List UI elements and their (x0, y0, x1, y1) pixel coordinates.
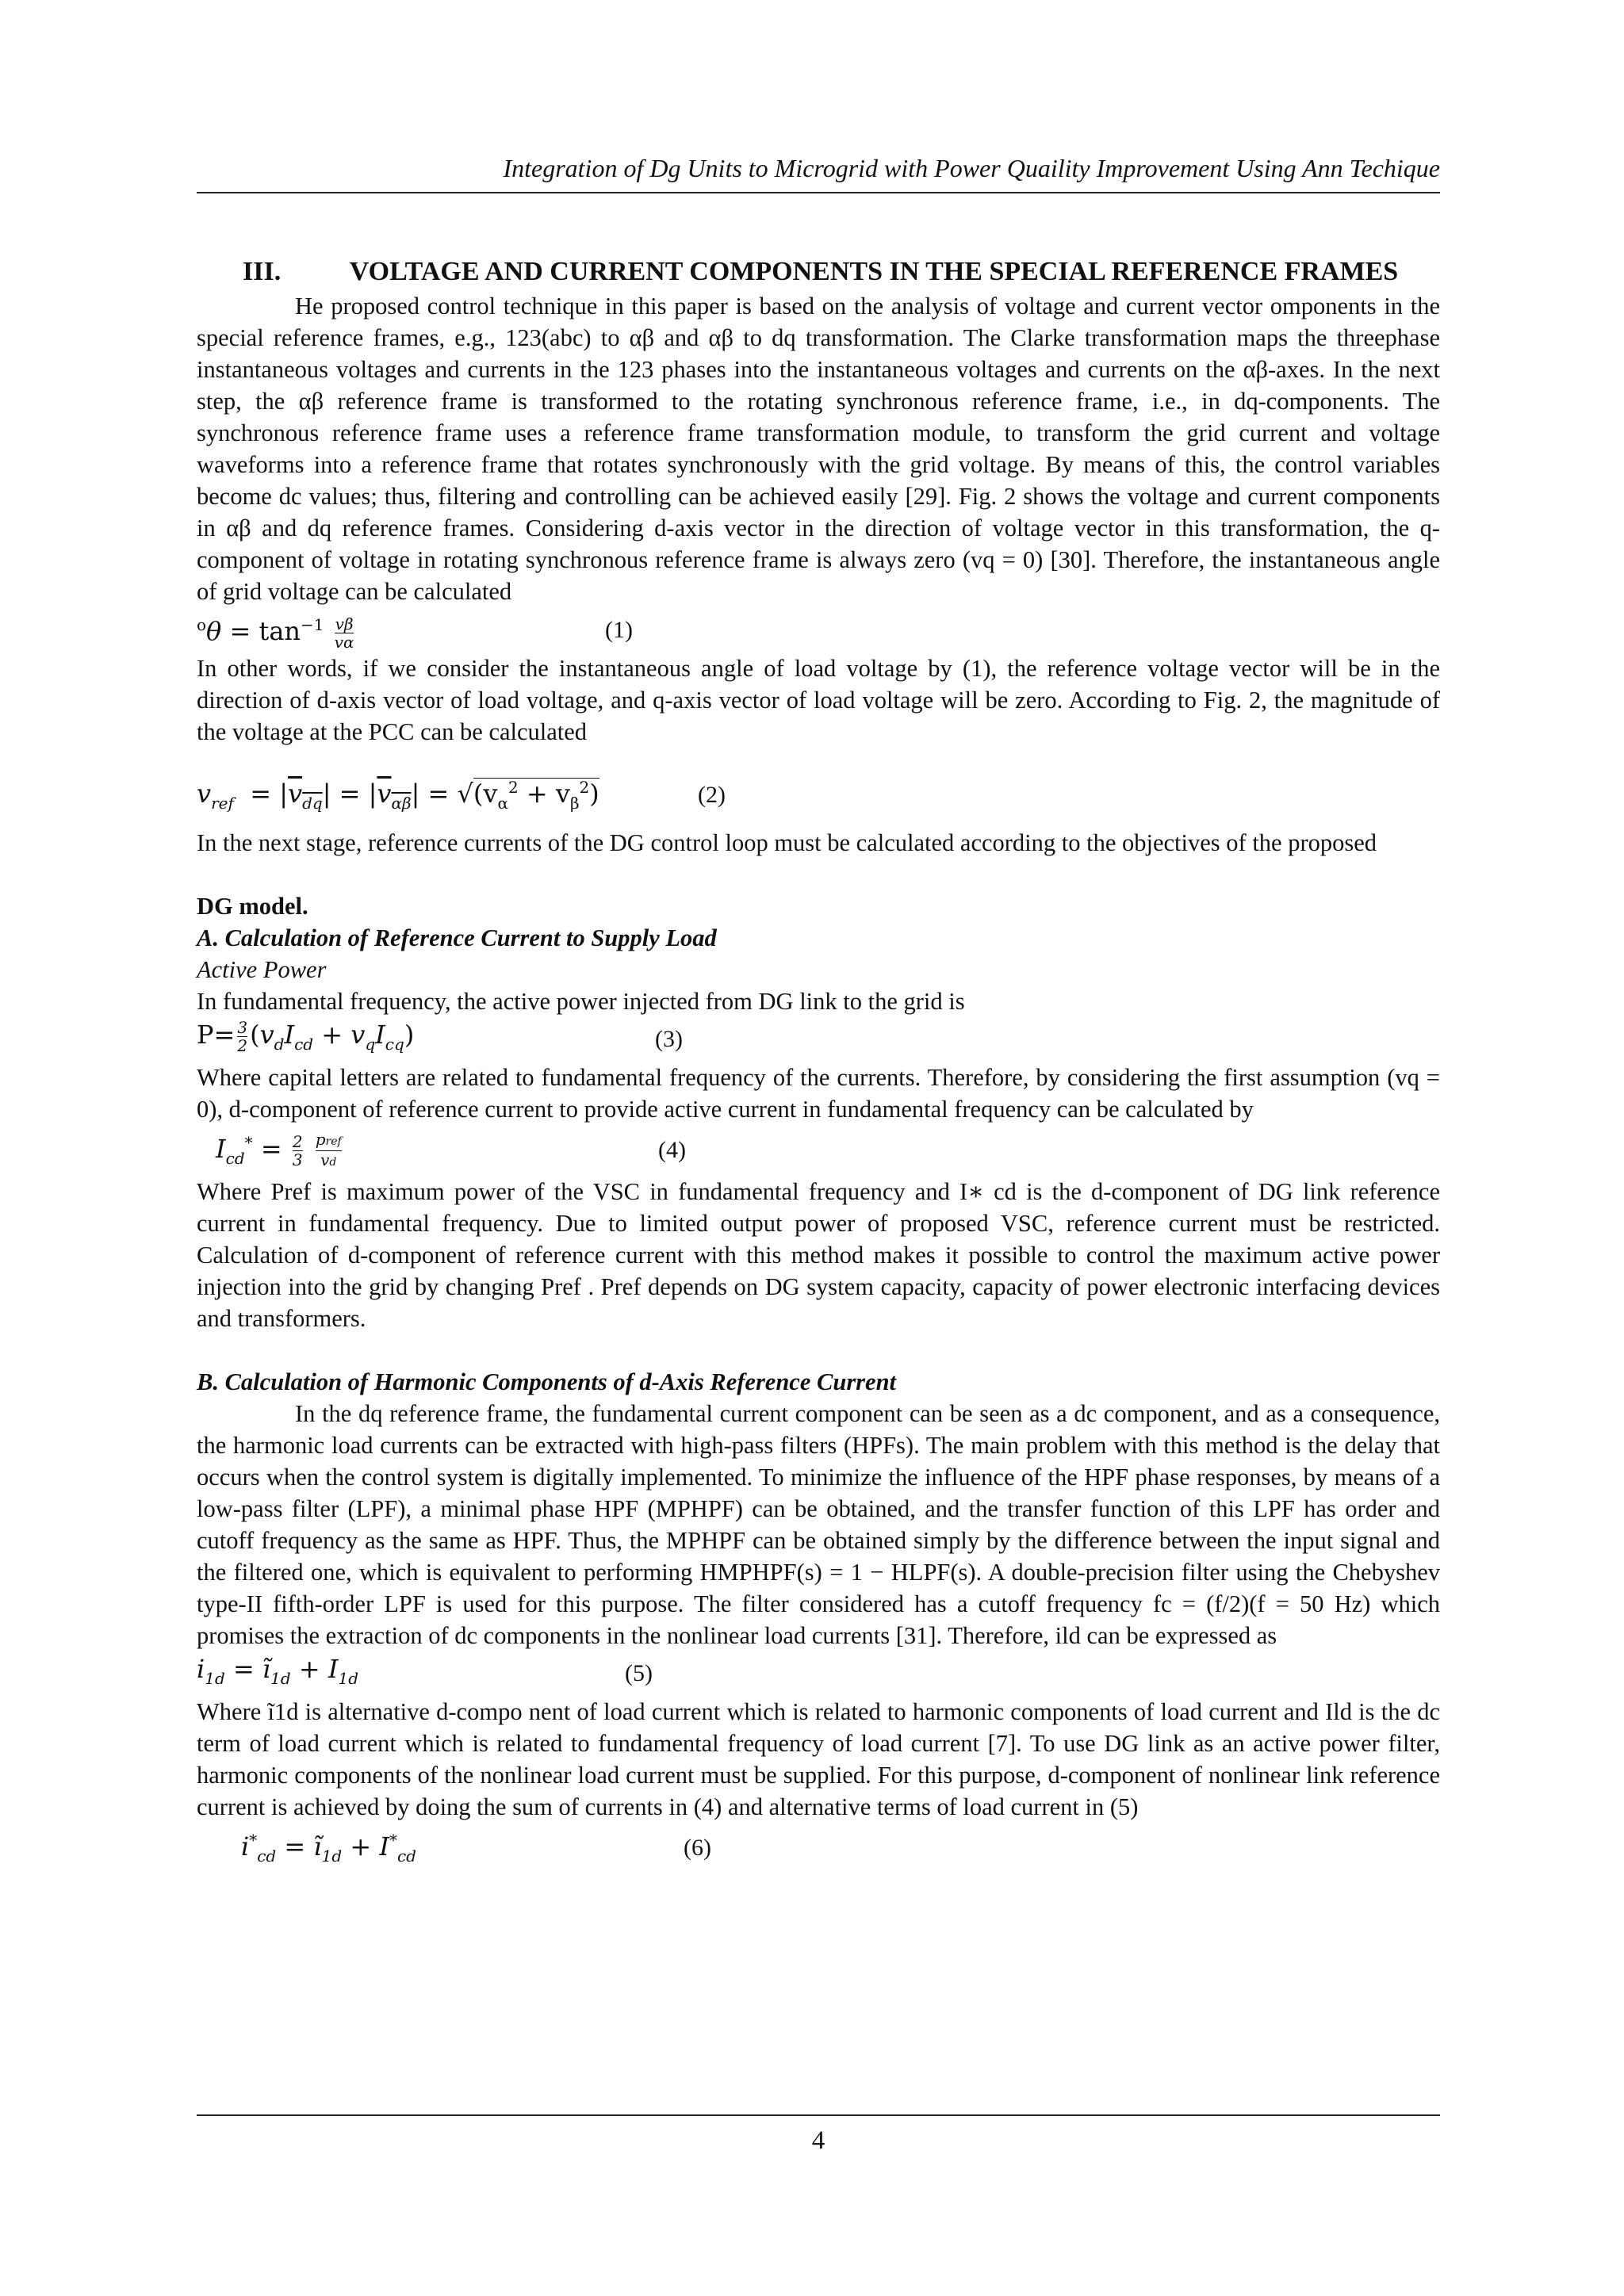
spacer (197, 1334, 1440, 1366)
page-body (197, 255, 1440, 1873)
equation-2-expression: $v_{ref} = |\overline{v}_{\overline{dq}}| = |\overline{v}_{\overline{\alpha\beta}}| = √(v_\alpha^2 + v_\beta^2)$ (197, 778, 599, 813)
equation-4 (197, 1127, 1440, 1174)
paper-page (197, 0, 1440, 2296)
running-header: Integration of Dg Units to Microgrid with Power Quaility Improvement Using Ann Techique (503, 154, 1440, 182)
paragraph-next-stage: In the next stage, reference currents of the DG control loop must be calculated according to the objectives of the proposed (197, 829, 1377, 856)
equation-5-label: (5) (625, 1660, 653, 1686)
page-number: 4 (811, 2126, 825, 2155)
paragraph-capital-letters: Where capital letters are related to fundamental frequency of the currents. Therefore, by considering the first assumption (vq = 0), d-component of reference current to provide active current in fundamental frequency can be calculated by (197, 1064, 1440, 1123)
paragraph-intro: He proposed control technique in this paper is based on the analysis of voltage and current vector omponents in the special reference frames, e.g., 123(abc) to αβ and αβ to dq transformation. The Clarke transformation maps the threephase instantaneous voltages and currents in the 123 phases into the instantaneous voltages and currents on the αβ-axes. In the next step, the αβ reference frame is transformed to the rotating synchronous reference frame, i.e., in dq-components. The synchronous reference frame uses a reference frame transformation module, to transform the grid current and voltage waveforms into a reference frame that rotates synchronously with the grid voltage. By means of this, the control variables become dc values; thus, filtering and controlling can be achieved easily [29]. Fig. 2 shows the voltage and current components in αβ and dq reference frames. Considering d-axis vector in the direction of voltage vector in this transformation, the q-component of voltage in rotating synchronous reference frame is always zero (vq = 0) [30]. Therefore, the instantaneous angle of grid voltage can be calculated (197, 293, 1440, 605)
equation-2-label: (2) (698, 782, 726, 808)
equation-4-label: (4) (658, 1137, 686, 1163)
paragraph-load-angle: In other words, if we consider the instantaneous angle of load voltage by (1), the reference voltage vector will be in the direction of d-axis vector of load voltage, and q-axis vector of load voltage will be zero. According to Fig. 2, the magnitude of the voltage at the PCC can be calculated (197, 655, 1440, 745)
paragraph-alternative-component: Where ĩ1d is alternative d-compo nent of load current which is related to harmonic components of load current and Ild is the dc term of load current which is related to fundamental frequency of load current [7]. To use DG link as an active power filter, harmonic components of the nonlinear load current must be supplied. For this purpose, d-component of nonlinear link reference current is achieved by doing the sum of currents in (4) and alternative terms of load current in (5) (197, 1698, 1440, 1820)
equation-1-expression: $^o\theta = \tan^{-1}$ $\frac{v\beta}{v\alpha}$ (197, 614, 354, 652)
equation-5-expression: $i_{1d}$ = $ĩ_{1d} + I_{1d}$ (197, 1654, 359, 1688)
header-rule (197, 192, 1440, 193)
subsection-a-heading: A. Calculation of Reference Current to Supply Load (197, 924, 717, 951)
paragraph-pref: Where Pref is maximum power of the VSC in fundamental frequency and I∗ cd is the d-component of DG link reference current in fundamental frequency. Due to limited output power of proposed VSC, reference current must be restricted. Calculation of d-component of reference current with this method makes it possible to control the maximum active power injection into the grid by changing Pref . Pref depends on DG system capacity, capacity of power electronic interfacing devices and transformers. (197, 1178, 1440, 1332)
equation-1-label: (1) (605, 616, 633, 643)
equation-6 (197, 1824, 1440, 1872)
section-heading (197, 255, 1440, 289)
equation-4-expression: $I_{cd}^*$ = $\frac{2}{3}$ $\frac{\text{pref}}{vd}$ (216, 1130, 342, 1169)
equation-3-expression: P= $\frac{3}{2}$ $(v_dI_{cd} + v_qI_{cq})$ (197, 1018, 415, 1055)
section-number: III. (243, 257, 282, 286)
equation-3-label: (3) (655, 1026, 683, 1052)
section-title: VOLTAGE AND CURRENT COMPONENTS IN THE SPECIAL REFERENCE FRAMES (349, 257, 1399, 286)
subsection-b-heading: B. Calculation of Harmonic Components of d-Axis Reference Current (197, 1368, 897, 1395)
subsection-a-subheading: Active Power (197, 956, 327, 983)
footer-rule (197, 2114, 1440, 2116)
spacer (197, 859, 1440, 890)
equation-6-expression: $i^*_{cd}$ = $ĩ_{1d} + I^*_{cd}$ (241, 1831, 416, 1866)
paragraph-dq-frame: In the dq reference frame, the fundamental current component can be seen as a dc component, and as a consequence, the harmonic load currents can be extracted with high-pass filters (HPFs). The main problem with this method is the delay that occurs when the control system is digitally implemented. To minimize the influence of the HPF phase responses, by means of a low-pass filter (LPF), a minimal phase HPF (MPHPF) can be obtained, and the transfer function of this LPF has order and cutoff frequency as the same as HPF. Thus, the MPHPF can be obtained simply by the difference between the input signal and the filtered one, which is equivalent to performing HMPHPF(s) = 1 − HLPF(s). A double-precision filter using the Chebyshev type-II fifth-order LPF is used for this purpose. The filter considered has a cutoff frequency fc = (f/2)(f = 50 Hz) which promises the extraction of dc components in the nonlinear load currents [31]. Therefore, ild can be expressed as (197, 1400, 1440, 1649)
equation-1 (197, 609, 1440, 651)
dg-model-heading: DG model. (197, 893, 308, 920)
spacer (197, 748, 1440, 760)
paragraph-active-power: In fundamental frequency, the active power injected from DG link to the grid is (197, 988, 965, 1015)
equation-2 (197, 771, 1440, 819)
equation-6-label: (6) (684, 1835, 711, 1861)
equation-3 (197, 1019, 1440, 1060)
equation-5 (197, 1653, 1440, 1694)
